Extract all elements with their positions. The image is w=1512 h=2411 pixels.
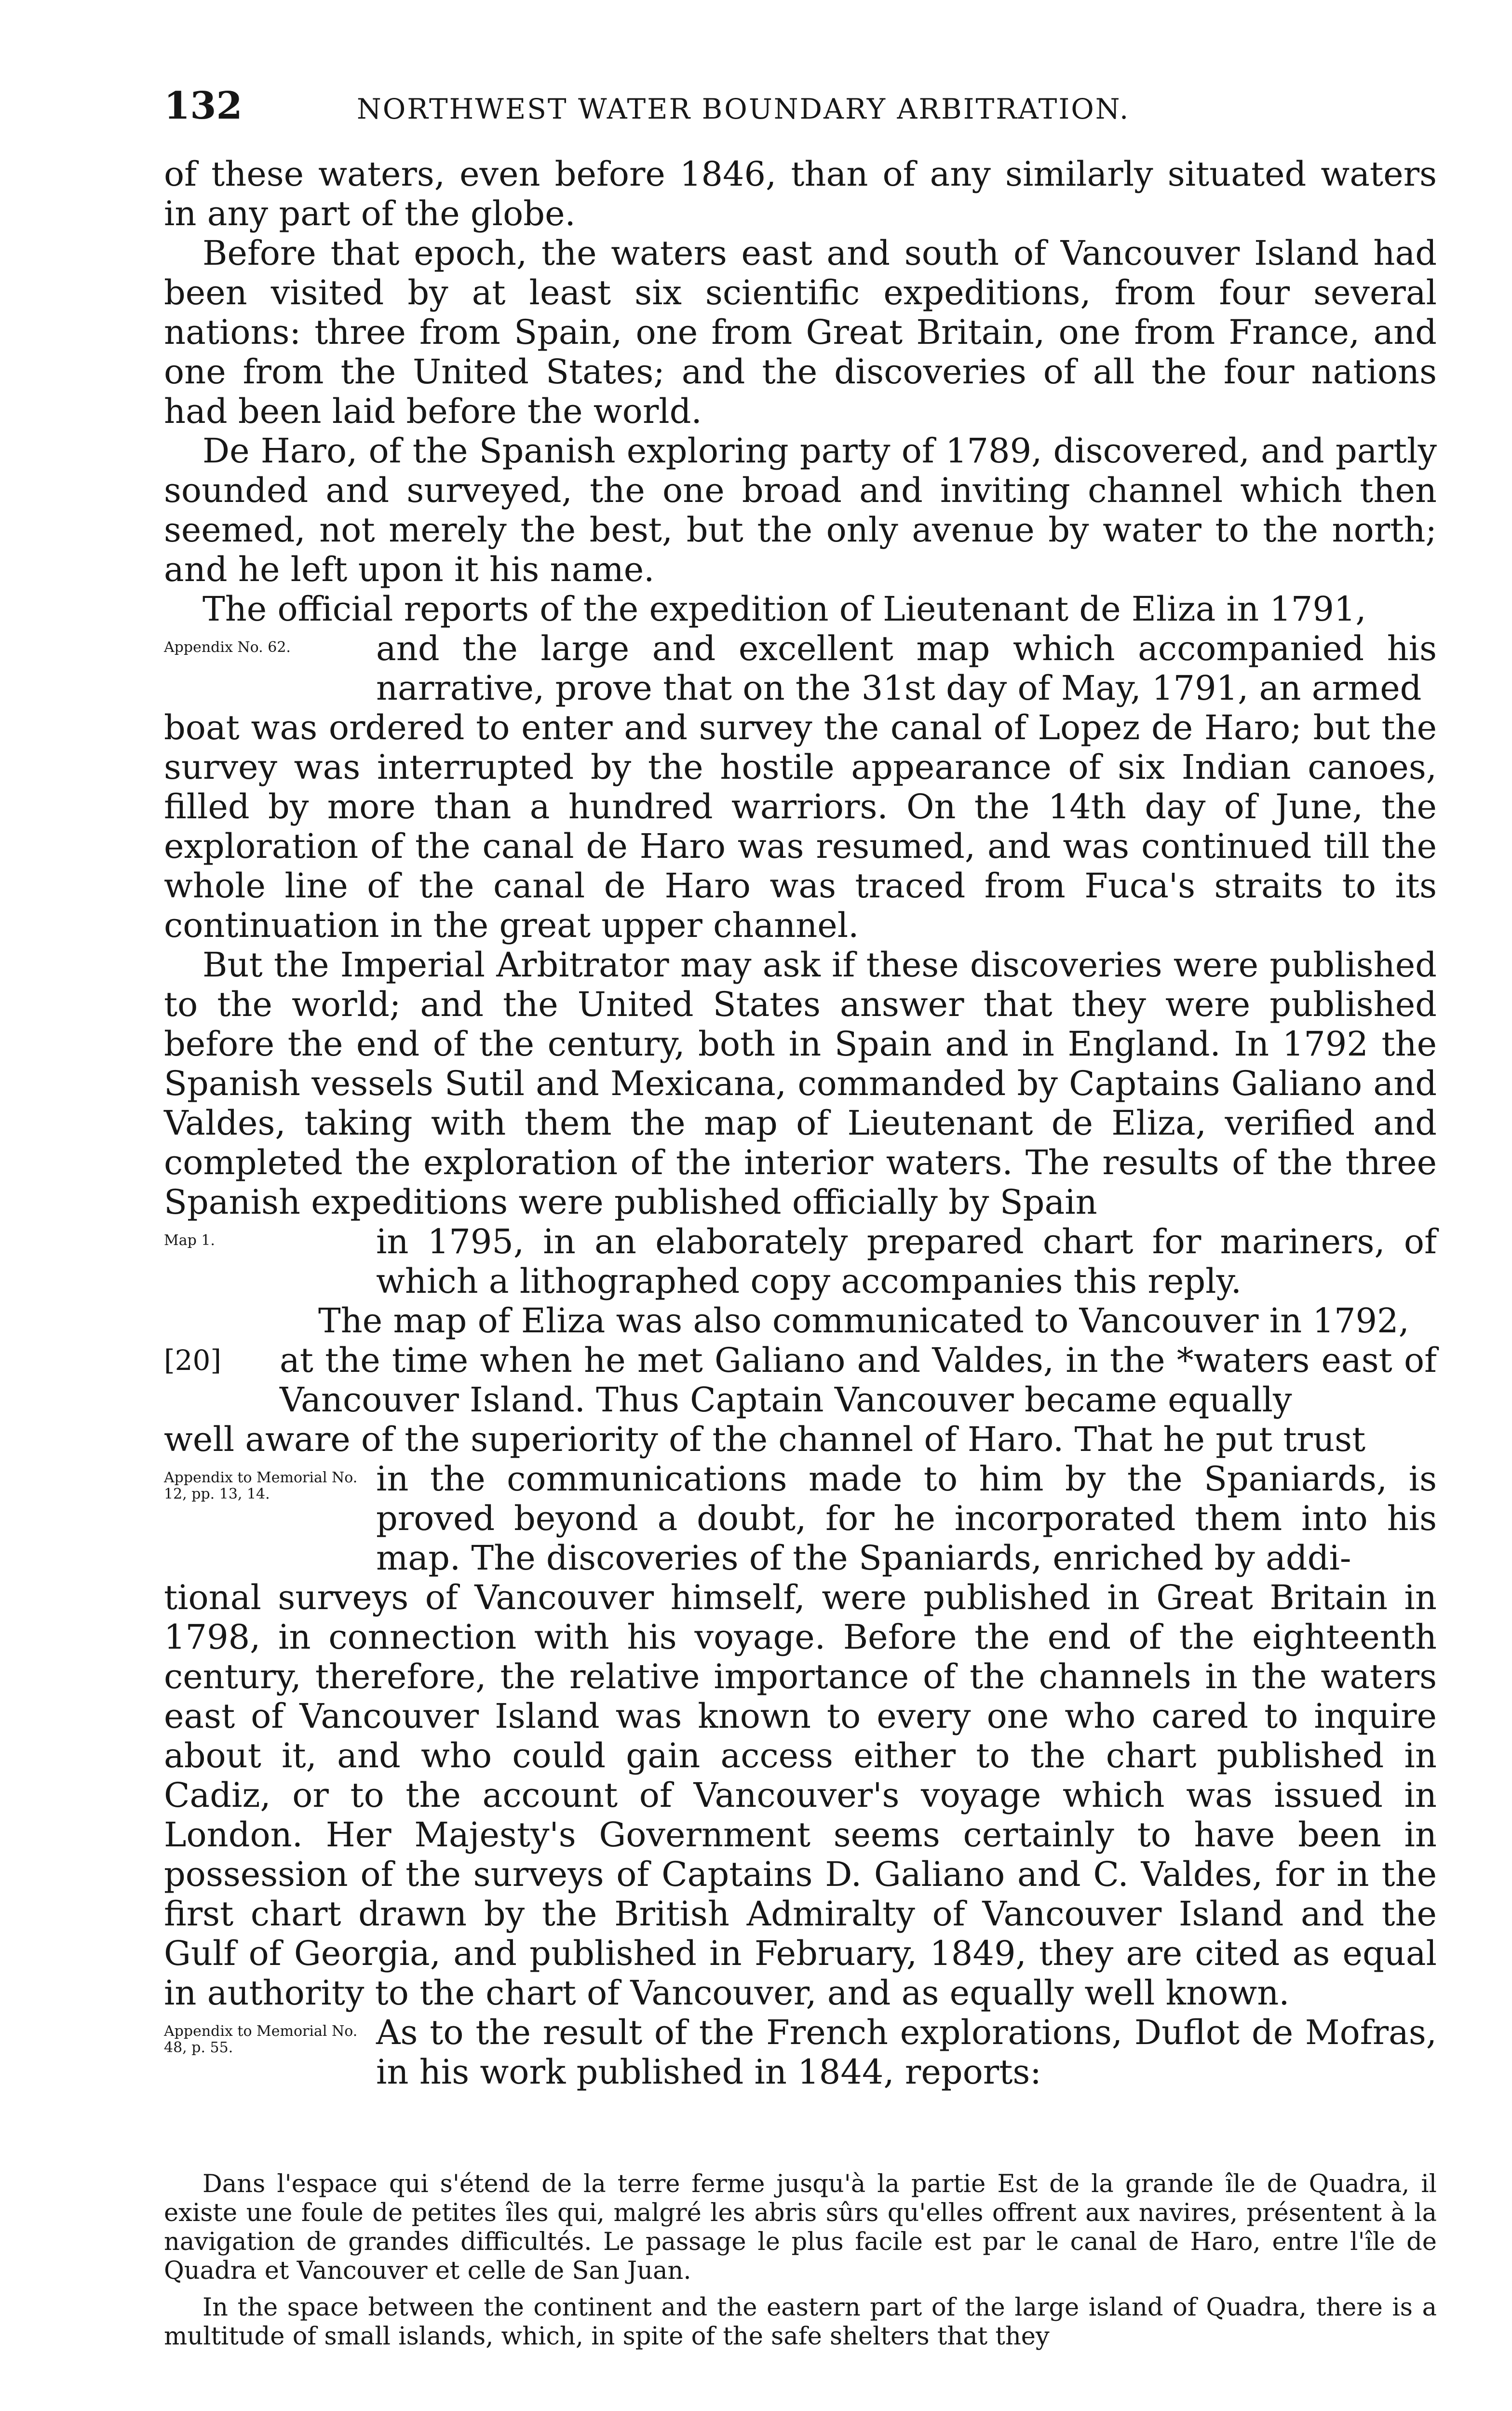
body-text xyxy=(164,154,1437,2092)
eliza-note-row xyxy=(164,629,1437,708)
paragraph-eliza-survey: boat was ordered to enter and survey the canal of Lopez de Haro; but the survey was interrupted by the hostile appearance of six Indian canoes, filled by more than a hundred warriors. On the 14th day of June, the exploration of the canal de Haro was resumed, and was continued till the whole line of the canal de Haro was traced from Fuca's straits to its continuation in the great upper channel. xyxy=(164,708,1437,945)
page-number: 132 xyxy=(164,84,243,128)
paragraph-expeditions: Before that epoch, the waters east and south of Vancouver Island had been visited by at least six scientific expeditions, from four several nations: three from Spain, one from Great Britain, one from France, and one from the United States; and the discoveries of all the four nations had been laid before the world. xyxy=(164,233,1437,431)
paragraph-vancouver-surveys: tional surveys of Vancouver himself, were published in Great Britain in 1798, in connection with his voyage. Before the end of the eighteenth century, therefore, the relative importance of the channels in the waters east of Vancouver Island was known to every one who cared to inquire about it, and who could gain access either to the chart published in Cadiz, or to the account of Vancouver's voyage which was issued in London. Her Majesty's Government seems certainly to have been in possession of the surveys of Captains D. Galiano and C. Valdes, for in the first chart drawn by the British Admiralty of Vancouver Island and the Gulf of Georgia, and published in February, 1849, they are cited as equal in authority to the chart of Vancouver, and as equally well known. xyxy=(164,1578,1437,2013)
paragraph-haro-superiority: well aware of the superiority of the channel of Haro. That he put trust xyxy=(164,1420,1366,1459)
page-ref-row xyxy=(164,1341,1437,1420)
map-note-row xyxy=(164,1222,1437,1301)
memorial-12-row xyxy=(164,1459,1437,1578)
quote-french: Dans l'espace qui s'étend de la terre ferme jusqu'à la partie Est de la grande île de Quadra, il existe une foule de petites îles qui, malgré les abris sûrs qu'elles offrent aux navires, présentent à la navigation de grandes difficultés. Le passage le plus facile est par le canal de Haro, entre l'île de Quadra et Vancouver et celle de San Juan. xyxy=(164,2170,1437,2285)
paragraph-continuation: of these waters, even before 1846, than of any similarly situated waters in any part of the globe. xyxy=(164,154,1437,233)
paragraph-eliza-vancouver: The map of Eliza was also communicated to Vancouver in 1792, xyxy=(318,1301,1409,1341)
paragraph-spaniards-communications: in the communications made to him by the Spaniards, is proved beyond a doubt, for he incorporated them into his map. The discoveries of the Spaniards, enriched by addi- xyxy=(376,1459,1437,1578)
block-quote xyxy=(164,2170,1437,2359)
paragraph-galiano-valdes: at the time when he met Galiano and Valdes, in the *waters east of Vancouver Island. Thus Captain Vancouver became equally xyxy=(280,1341,1437,1420)
paragraph-de-haro: De Haro, of the Spanish exploring party of 1789, discovered, and partly sounded and surveyed, the one broad and inviting channel which then seemed, not merely the best, but the only avenue by water to the north; and he left upon it his name. xyxy=(164,431,1437,589)
paragraph-publication: But the Imperial Arbitrator may ask if these discoveries were published to the world; and the United States answer that they were published before the end of the century, both in Spain and in England. In 1792 the Spanish vessels Sutil and Mexicana, commanded by Captains Galiano and Valdes, taking with them the map of Lieutenant de Eliza, verified and completed the exploration of the interior waters. The results of the three Spanish expeditions were published officially by Spain xyxy=(164,945,1437,1222)
memorial-48-row xyxy=(164,2013,1437,2092)
paragraph-french-explorations: As to the result of the French explorations, Duflot de Mofras, in his work published in 1844, reports: xyxy=(376,2013,1437,2092)
running-title: NORTHWEST WATER BOUNDARY ARBITRATION. xyxy=(357,93,1130,125)
margin-note-map-1: Map 1. xyxy=(164,1232,215,1249)
paragraph-chart-1795: in 1795, in an elaborately prepared chart for mariners, of which a lithographed copy accompanies this reply. xyxy=(376,1222,1437,1301)
paragraph-eliza-map: and the large and excellent map which accompanied his narrative, prove that on the 31st day of May, 1791, an armed xyxy=(376,629,1437,708)
margin-note-appendix-memorial-12: Appendix to Memorial No. 12, pp. 13, 14. xyxy=(164,1469,358,1503)
margin-note-appendix-memorial-48: Appendix to Memorial No. 48, p. 55. xyxy=(164,2023,358,2056)
page-header xyxy=(164,82,1437,130)
quote-english: In the space between the continent and the eastern part of the large island of Quadra, there is a multitude of small islands, which, in spite of the safe shelters that they xyxy=(164,2293,1437,2351)
margin-note-appendix-62: Appendix No. 62. xyxy=(164,639,291,656)
paragraph-eliza-intro: The official reports of the expedition of Lieutenant de Eliza in 1791, xyxy=(202,589,1366,629)
margin-note-page-ref: [20] xyxy=(164,1344,222,1377)
